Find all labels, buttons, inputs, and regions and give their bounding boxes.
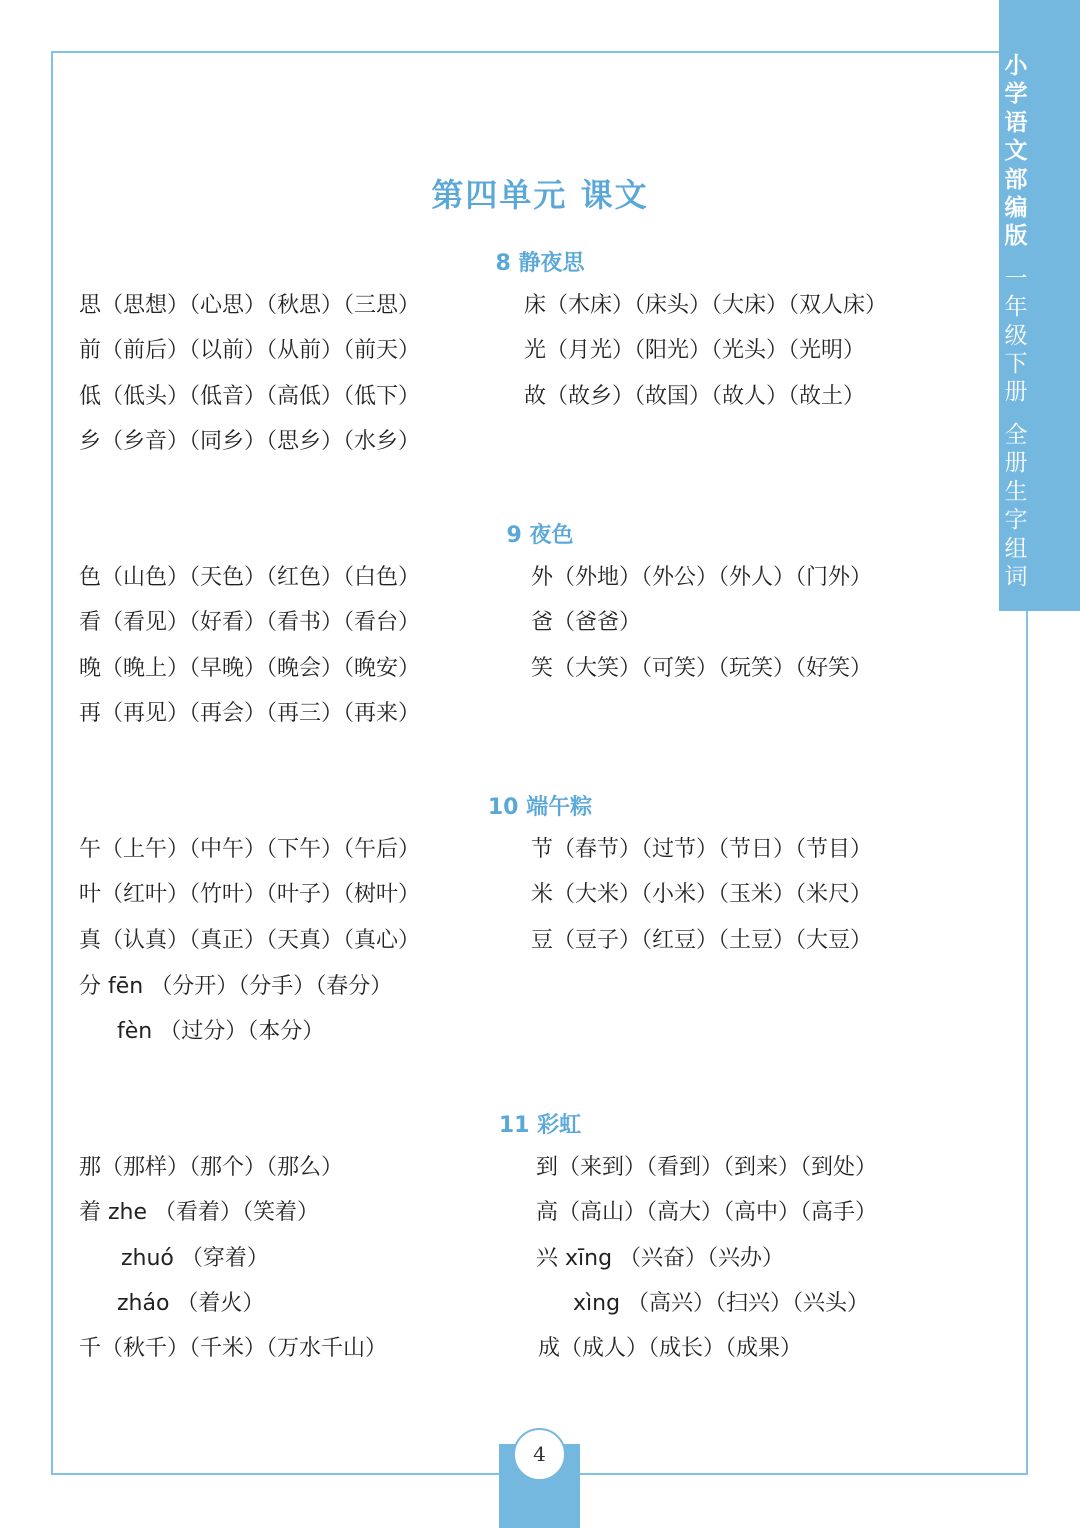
side-char: 语 (1004, 109, 1028, 136)
side-char: 册 (1004, 379, 1028, 406)
side-char: 词 (1004, 563, 1028, 590)
lesson-title: 11 彩虹 (498, 1113, 582, 1138)
lesson-title: 9 夜色 (506, 523, 574, 548)
side-char: 全 (1004, 421, 1028, 448)
side-char: 学 (1004, 81, 1028, 108)
side-char: 生 (1004, 478, 1028, 505)
side-char: 年 (1004, 294, 1028, 321)
word-row: 晚（晚上）（早晚）（晚会）（晚安） (79, 656, 421, 681)
lesson-title: 10 端午粽 (487, 795, 593, 820)
word-row: 低（低头）（低音）（高低）（低下） (79, 384, 421, 409)
side-tab-text (999, 52, 1033, 591)
word-row: 色（山色）（天色）（红色）（白色） (79, 565, 421, 590)
word-row: 高（高山）（高大）（高中）（高手） (536, 1200, 878, 1225)
side-char: 小 (1004, 53, 1028, 79)
word-row: 爸（爸爸） (531, 610, 642, 635)
side-char: 编 (1004, 195, 1028, 222)
side-char: 一 (1004, 265, 1028, 292)
word-row: 叶（红叶）（竹叶）（叶子）（树叶） (79, 882, 421, 907)
word-row: 那（那样）（那个）（那么） (79, 1155, 344, 1180)
word-row: 分 fēn （分开）（分手）（春分） (79, 974, 393, 999)
unit-title: 第四单元 课文 (431, 176, 649, 214)
word-row: 看（看见）（好看）（看书）（看台） (79, 610, 421, 635)
side-char: 册 (1004, 450, 1028, 477)
word-row: xìng （高兴）（扫兴）（兴头） (573, 1291, 870, 1316)
side-char: 下 (1004, 351, 1028, 378)
word-row: 到（来到）（看到）（到来）（到处） (536, 1155, 878, 1180)
side-char: 文 (1004, 138, 1028, 165)
side-char: 组 (1004, 535, 1028, 562)
page-number: 4 (513, 1428, 566, 1481)
word-row: 成（成人）（成长）（成果） (538, 1336, 803, 1361)
side-char: 字 (1004, 507, 1028, 534)
word-row: 节（春节）（过节）（节日）（节目） (531, 837, 873, 862)
word-row: 着 zhe （看着）（笑着） (79, 1200, 320, 1225)
word-row: 故（故乡）（故国）（故人）（故土） (524, 384, 866, 409)
word-row: 千（秋千）（千米）（万水千山） (79, 1336, 388, 1361)
word-row: 笑（大笑）（可笑）（玩笑）（好笑） (531, 656, 873, 681)
side-char: 部 (1004, 166, 1028, 193)
word-row: 外（外地）（外公）（外人）（门外） (531, 565, 873, 590)
side-char: 级 (1004, 322, 1028, 349)
word-row: 豆（豆子）（红豆）（土豆）（大豆） (531, 928, 873, 953)
word-row: 真（认真）（真正）（天真）（真心） (79, 928, 421, 953)
word-row: 光（月光）（阳光）（光头）（光明） (524, 338, 866, 363)
word-row: 乡（乡音）（同乡）（思乡）（水乡） (79, 429, 421, 454)
word-row: fèn （过分）（本分） (117, 1019, 325, 1044)
word-row: 思（思想）（心思）（秋思）（三思） (79, 293, 421, 318)
word-row: 床（木床）（床头）（大床）（双人床） (524, 293, 888, 318)
word-row: zháo （着火） (117, 1291, 265, 1316)
word-row: 米（大米）（小米）（玉米）（米尺） (531, 882, 873, 907)
word-row: zhuó （穿着） (121, 1246, 269, 1271)
word-row: 兴 xīng （兴奋）（兴办） (536, 1246, 785, 1271)
word-row: 前（前后）（以前）（从前）（前天） (79, 338, 421, 363)
word-row: 午（上午）（中午）（下午）（午后） (79, 837, 421, 862)
side-char: 版 (1004, 223, 1028, 250)
word-row: 再（再见）（再会）（再三）（再来） (79, 701, 421, 726)
lesson-title: 8 静夜思 (495, 251, 585, 276)
